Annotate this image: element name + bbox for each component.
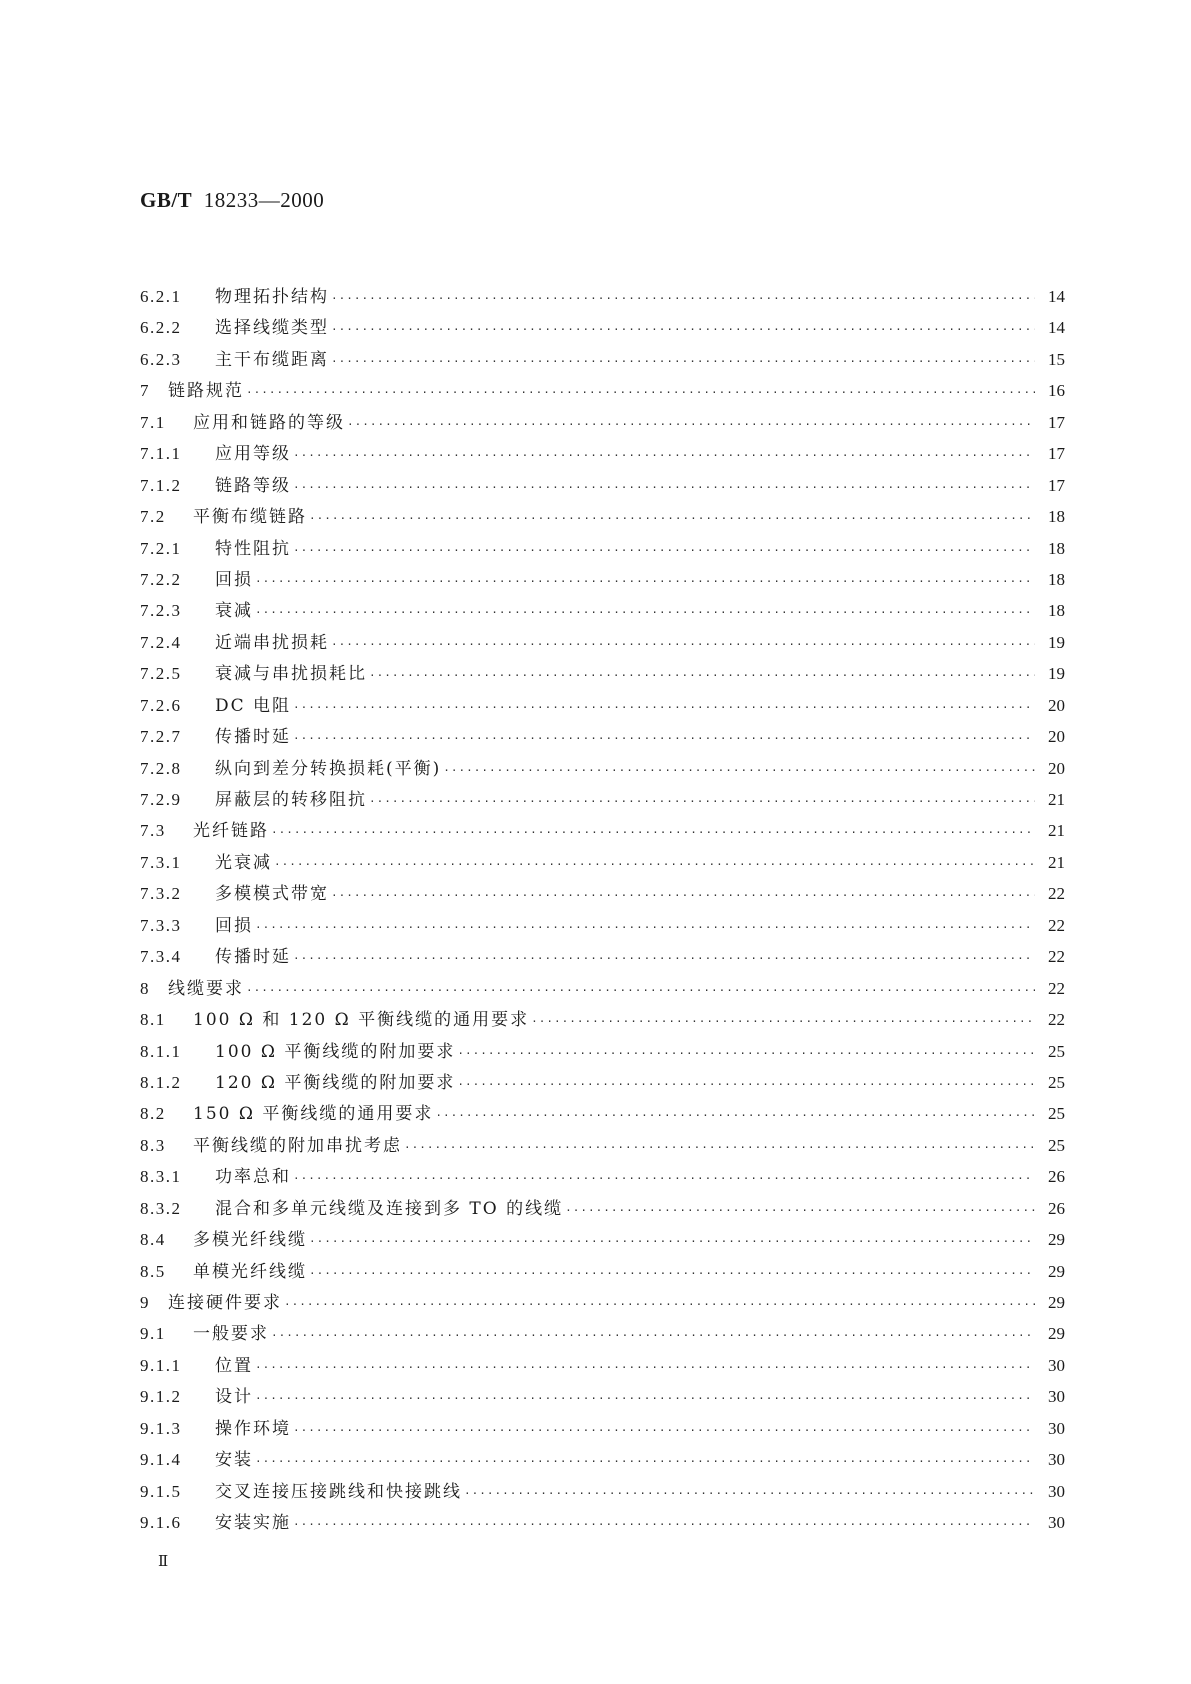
toc-entry[interactable] xyxy=(140,438,1065,469)
toc-dot-leader xyxy=(309,1226,1035,1257)
toc-entry-page: 21 xyxy=(1048,821,1065,841)
toc-entry-number: 7.2.7 xyxy=(140,727,182,747)
toc-entry[interactable] xyxy=(140,344,1065,375)
toc-entry[interactable] xyxy=(140,690,1065,721)
toc-entry-title: 光纤链路 xyxy=(193,821,269,842)
toc-entry-number: 7.2.5 xyxy=(140,664,182,684)
toc-entry-title: 链路规范 xyxy=(168,381,244,402)
toc-entry[interactable] xyxy=(140,375,1065,406)
toc-dot-leader xyxy=(404,1132,1035,1163)
toc-entry-title: 混合和多单元线缆及连接到多 TO 的线缆 xyxy=(215,1198,564,1219)
toc-entry[interactable] xyxy=(140,564,1065,595)
toc-entry-title: 功率总和 xyxy=(215,1167,291,1188)
toc-entry-number: 7 xyxy=(140,381,150,401)
toc-entry[interactable] xyxy=(140,784,1065,815)
toc-entry-title: 设计 xyxy=(215,1387,253,1408)
toc-entry-number: 7.2.3 xyxy=(140,601,182,621)
toc-entry-title: 连接硬件要求 xyxy=(168,1293,282,1313)
toc-dot-leader xyxy=(443,755,1035,786)
toc-dot-leader xyxy=(255,912,1035,943)
toc-entry-number: 6.2.2 xyxy=(140,318,182,338)
toc-entry-number: 6.2.3 xyxy=(140,349,182,369)
toc-entry-page: 29 xyxy=(1048,1293,1065,1312)
toc-entry-page: 26 xyxy=(1048,1198,1065,1218)
toc-entry[interactable] xyxy=(140,1381,1065,1412)
toc-dot-leader xyxy=(331,283,1035,314)
toc-entry-number: 7.2.4 xyxy=(140,632,182,652)
toc-entry-number: 9.1.5 xyxy=(140,1481,182,1501)
toc-entry-number: 9.1.3 xyxy=(140,1418,182,1438)
toc-entry-number: 8.3.2 xyxy=(140,1198,182,1218)
toc-dot-leader xyxy=(347,409,1035,440)
toc-entry-title: 链路等级 xyxy=(215,475,291,496)
toc-entry-page: 22 xyxy=(1048,978,1065,998)
toc-entry-title: 光衰减 xyxy=(215,852,272,873)
toc-dot-leader xyxy=(255,1383,1035,1414)
toc-entry-page: 30 xyxy=(1048,1450,1065,1470)
toc-dot-leader xyxy=(271,817,1035,848)
toc-entry-page: 20 xyxy=(1048,727,1065,747)
toc-entry-number: 8.3.1 xyxy=(140,1167,182,1187)
toc-entry-number: 7.3 xyxy=(140,821,166,841)
toc-entry[interactable] xyxy=(140,470,1065,501)
toc-entry-page: 30 xyxy=(1048,1481,1065,1501)
toc-entry-title: DC 电阻 xyxy=(215,695,292,716)
toc-entry-page: 22 xyxy=(1048,1010,1065,1030)
toc-entry-title: 120 Ω 平衡线缆的附加要求 xyxy=(215,1072,456,1093)
toc-entry[interactable] xyxy=(140,501,1065,532)
toc-dot-leader xyxy=(255,1446,1035,1477)
toc-entry-page: 19 xyxy=(1048,664,1065,684)
toc-entry-number: 6.2.1 xyxy=(140,287,182,306)
toc-entry-title: 应用等级 xyxy=(215,444,291,465)
toc-entry-page: 30 xyxy=(1048,1387,1065,1407)
toc-entry[interactable] xyxy=(140,1413,1065,1444)
toc-entry-page: 22 xyxy=(1048,884,1065,904)
toc-entry-page: 17 xyxy=(1048,412,1065,432)
toc-dot-leader xyxy=(255,597,1035,628)
toc-dot-leader xyxy=(369,786,1035,817)
toc-entry-page: 20 xyxy=(1048,758,1065,778)
toc-entry[interactable] xyxy=(140,533,1065,564)
toc-entry-page: 25 xyxy=(1048,1135,1065,1155)
toc-entry-title: 多模模式带宽 xyxy=(215,884,329,905)
toc-entry-title: 物理拓扑结构 xyxy=(215,287,329,307)
toc-entry[interactable] xyxy=(140,721,1065,752)
toc-entry-title: 平衡线缆的附加串扰考虑 xyxy=(193,1135,402,1156)
toc-entry-title: 衰减 xyxy=(215,601,253,622)
standard-prefix: GB/T xyxy=(140,188,193,212)
toc-entry[interactable] xyxy=(140,1350,1065,1381)
toc-entry-title: 位置 xyxy=(215,1355,253,1376)
toc-entry-number: 9.1 xyxy=(140,1324,166,1344)
toc-dot-leader xyxy=(435,1100,1035,1131)
toc-entry[interactable] xyxy=(140,1036,1065,1067)
toc-dot-leader xyxy=(331,314,1035,345)
toc-dot-leader xyxy=(293,440,1035,471)
toc-entry-page: 14 xyxy=(1048,318,1065,338)
toc-entry-page: 18 xyxy=(1048,507,1065,527)
toc-entry-page: 17 xyxy=(1048,475,1065,495)
toc-dot-leader xyxy=(464,1478,1035,1509)
toc-entry[interactable] xyxy=(140,1004,1065,1035)
toc-entry-number: 8 xyxy=(140,978,150,998)
toc-dot-leader xyxy=(331,880,1035,911)
toc-entry-page: 30 xyxy=(1048,1513,1065,1533)
toc-dot-leader xyxy=(246,975,1035,1006)
toc-entry-page: 25 xyxy=(1048,1041,1065,1061)
toc-entry-number: 9.1.6 xyxy=(140,1513,182,1533)
toc-dot-leader xyxy=(255,1352,1035,1383)
toc-entry[interactable] xyxy=(140,281,1065,312)
toc-dot-leader xyxy=(457,1038,1035,1069)
toc-entry-page: 22 xyxy=(1048,947,1065,967)
toc-entry-number: 8.1.2 xyxy=(140,1072,182,1092)
toc-dot-leader xyxy=(293,1509,1035,1540)
toc-entry-number: 8.1.1 xyxy=(140,1041,182,1061)
toc-entry[interactable] xyxy=(140,910,1065,941)
toc-dot-leader xyxy=(293,692,1035,723)
toc-entry-number: 9 xyxy=(140,1293,150,1312)
toc-dot-leader xyxy=(293,723,1035,754)
standard-code xyxy=(140,188,324,213)
toc-entry-title: 100 Ω 平衡线缆的附加要求 xyxy=(215,1041,456,1062)
toc-entry-title: 单模光纤线缆 xyxy=(193,1261,307,1282)
toc-entry-number: 7.2.6 xyxy=(140,695,182,715)
toc-dot-leader xyxy=(293,472,1035,503)
toc-entry[interactable] xyxy=(140,973,1065,1004)
toc-entry-number: 8.3 xyxy=(140,1135,166,1155)
toc-entry-page: 16 xyxy=(1048,381,1065,401)
toc-dot-leader xyxy=(565,1195,1035,1226)
toc-entry-page: 18 xyxy=(1048,538,1065,558)
toc-entry-page: 21 xyxy=(1048,790,1065,809)
toc-entry-title: 衰减与串扰损耗比 xyxy=(215,664,367,685)
toc-entry-page: 26 xyxy=(1048,1167,1065,1187)
toc-entry[interactable] xyxy=(140,1193,1065,1224)
toc-entry-page: 20 xyxy=(1048,695,1065,715)
toc-entry-page: 21 xyxy=(1048,852,1065,872)
toc-entry-title: 近端串扰损耗 xyxy=(215,632,329,653)
toc-entry-number: 7.2.1 xyxy=(140,538,182,558)
toc-entry-number: 7.1.1 xyxy=(140,444,182,464)
toc-entry-number: 7.1 xyxy=(140,412,166,432)
toc-entry-number: 9.1.1 xyxy=(140,1355,182,1375)
toc-entry-page: 25 xyxy=(1048,1072,1065,1092)
toc-entry-page: 18 xyxy=(1048,601,1065,621)
toc-entry-title: 传播时延 xyxy=(215,947,291,968)
toc-entry-title: 选择线缆类型 xyxy=(215,318,329,339)
toc-entry-title: 安装 xyxy=(215,1450,253,1471)
toc-entry-number: 8.5 xyxy=(140,1261,166,1281)
toc-entry-title: 安装实施 xyxy=(215,1513,291,1534)
toc-entry[interactable] xyxy=(140,1507,1065,1538)
toc-entry-number: 8.1 xyxy=(140,1010,166,1030)
toc-entry-page: 30 xyxy=(1048,1355,1065,1375)
toc-entry-title: 平衡布缆链路 xyxy=(193,507,307,528)
toc-dot-leader xyxy=(293,943,1035,974)
toc-dot-leader xyxy=(331,629,1035,660)
toc-entry[interactable] xyxy=(140,753,1065,784)
toc-entry[interactable] xyxy=(140,1476,1065,1507)
toc-dot-leader xyxy=(293,1415,1035,1446)
toc-entry-title: 屏蔽层的转移阻抗 xyxy=(215,790,367,810)
toc-entry-title: 主干布缆距离 xyxy=(215,349,329,370)
standard-number: 18233—2000 xyxy=(203,188,325,212)
toc-dot-leader xyxy=(309,503,1035,534)
toc-entry-title: 特性阻抗 xyxy=(215,538,291,559)
toc-entry-page: 17 xyxy=(1048,444,1065,464)
toc-entry-title: 线缆要求 xyxy=(168,978,244,999)
toc-entry-title: 交叉连接压接跳线和快接跳线 xyxy=(215,1481,462,1502)
toc-dot-leader xyxy=(293,535,1035,566)
toc-entry-title: 100 Ω 和 120 Ω 平衡线缆的通用要求 xyxy=(193,1010,530,1031)
toc-entry-title: 150 Ω 平衡线缆的通用要求 xyxy=(193,1104,434,1125)
toc-entry-number: 7.2.9 xyxy=(140,790,182,809)
toc-entry[interactable] xyxy=(140,1098,1065,1129)
toc-entry-title: 应用和链路的等级 xyxy=(193,412,345,433)
toc-entry[interactable] xyxy=(140,878,1065,909)
toc-dot-leader xyxy=(531,1006,1035,1037)
toc-dot-leader xyxy=(255,566,1035,597)
toc-entry-title: 回损 xyxy=(215,569,253,590)
toc-entry-page: 29 xyxy=(1048,1261,1065,1281)
toc-entry-number: 9.1.2 xyxy=(140,1387,182,1407)
toc-entry-page: 14 xyxy=(1048,287,1065,306)
toc-entry-title: 纵向到差分转换损耗(平衡) xyxy=(215,758,442,779)
toc-entry-page: 19 xyxy=(1048,632,1065,652)
toc-entry[interactable] xyxy=(140,658,1065,689)
toc-entry-number: 7.1.2 xyxy=(140,475,182,495)
toc-dot-leader xyxy=(309,1258,1035,1289)
toc-entry[interactable] xyxy=(140,941,1065,972)
toc-entry[interactable] xyxy=(140,1318,1065,1349)
page-number: Ⅱ xyxy=(158,1554,169,1570)
toc-entry[interactable] xyxy=(140,407,1065,438)
toc-dot-leader xyxy=(293,1163,1035,1194)
toc-entry-title: 一般要求 xyxy=(193,1324,269,1345)
toc-entry-page: 29 xyxy=(1048,1230,1065,1250)
toc-entry-page: 22 xyxy=(1048,915,1065,935)
toc-entry[interactable] xyxy=(140,1256,1065,1287)
toc-entry-title: 操作环境 xyxy=(215,1418,291,1439)
toc-entry-number: 8.4 xyxy=(140,1230,166,1250)
toc-entry[interactable] xyxy=(140,627,1065,658)
toc-entry[interactable] xyxy=(140,815,1065,846)
toc-entry[interactable] xyxy=(140,847,1065,878)
toc-entry-title: 回损 xyxy=(215,915,253,936)
toc-entry[interactable] xyxy=(140,1287,1065,1318)
toc-entry-number: 7.3.3 xyxy=(140,915,182,935)
toc-entry-number: 7.2.2 xyxy=(140,569,182,589)
toc-entry-number: 7.3.2 xyxy=(140,884,182,904)
toc-entry-page: 29 xyxy=(1048,1324,1065,1344)
toc-entry[interactable] xyxy=(140,1067,1065,1098)
toc-entry-number: 8.2 xyxy=(140,1104,166,1124)
toc-entry-number: 9.1.4 xyxy=(140,1450,182,1470)
toc-entry[interactable] xyxy=(140,1444,1065,1475)
toc-entry-page: 30 xyxy=(1048,1418,1065,1438)
toc-entry-number: 7.3.1 xyxy=(140,852,182,872)
toc-entry-title: 传播时延 xyxy=(215,727,291,748)
toc-entry[interactable] xyxy=(140,1224,1065,1255)
toc-dot-leader xyxy=(369,660,1035,691)
toc-entry-page: 18 xyxy=(1048,569,1065,589)
toc-entry[interactable] xyxy=(140,312,1065,343)
toc-entry[interactable] xyxy=(140,1130,1065,1161)
toc-entry-page: 25 xyxy=(1048,1104,1065,1124)
toc-entry-number: 7.2 xyxy=(140,507,166,527)
toc-entry-number: 7.3.4 xyxy=(140,947,182,967)
toc-dot-leader xyxy=(274,849,1035,880)
table-of-contents xyxy=(140,281,1065,1539)
toc-entry-number: 7.2.8 xyxy=(140,758,182,778)
toc-dot-leader xyxy=(284,1289,1035,1320)
toc-entry[interactable] xyxy=(140,1161,1065,1192)
toc-dot-leader xyxy=(331,346,1035,377)
toc-dot-leader xyxy=(457,1069,1035,1100)
toc-dot-leader xyxy=(271,1320,1035,1351)
toc-entry-page: 15 xyxy=(1048,349,1065,369)
toc-entry-title: 多模光纤线缆 xyxy=(193,1230,307,1251)
toc-dot-leader xyxy=(246,377,1035,408)
toc-entry[interactable] xyxy=(140,595,1065,626)
